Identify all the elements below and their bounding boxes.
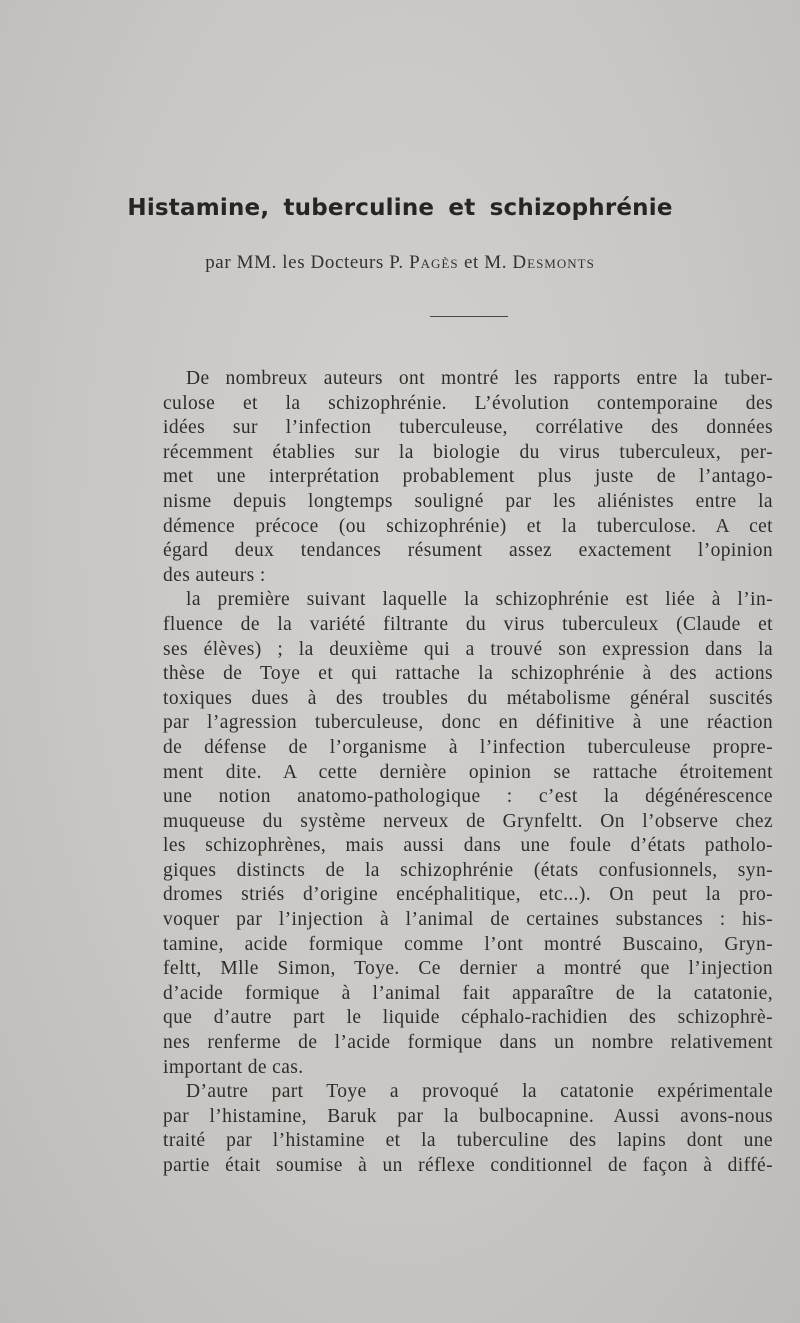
text-line: que d’autre part le liquide céphalo-rachidien des schizophrè- [163, 1007, 773, 1029]
text-line: D’autre part Toye a provoqué la catatonie expérimentale [186, 1081, 773, 1103]
text-line: une notion anatomo-pathologique : c’est la dégénérescence [163, 786, 773, 808]
text-line: tamine, acide formique comme l’ont montré Buscaino, Gryn- [163, 933, 773, 955]
title-divider [430, 316, 508, 317]
byline-mid: et M. [463, 252, 508, 273]
byline-prefix: par MM. les Docteurs P. [205, 252, 404, 273]
article-title: Histamine, tuberculine et schizophrénie [127, 195, 673, 221]
text-line: démence précoce (ou schizophrénie) et la tuberculose. A cet [163, 515, 773, 537]
text-line: toxiques dues à des troubles du métabolisme général suscités [163, 687, 773, 709]
text-line: giques distincts de la schizophrénie (états confusionnels, syn- [163, 859, 773, 881]
author-name-1: Pagès [409, 252, 459, 273]
text-line: feltt, Mlle Simon, Toye. Ce dernier a montré que l’injection [163, 958, 773, 980]
text-line: dromes striés d’origine encéphalitique, etc...). On peut la pro- [163, 884, 773, 906]
text-line: récemment établies sur la biologie du virus tuberculeux, per- [163, 441, 773, 463]
text-line: met une interprétation probablement plus juste de l’antago- [163, 466, 773, 488]
text-line: les schizophrènes, mais aussi dans une foule d’états patholo- [163, 835, 773, 857]
text-line: nisme depuis longtemps souligné par les aliénistes entre la [163, 490, 773, 512]
text-line: culose et la schizophrénie. L’évolution contemporaine des [163, 392, 773, 414]
text-line: nes renferme de l’acide formique dans un nombre relativement [163, 1032, 773, 1054]
text-line: traité par l’histamine et la tuberculine des lapins dont une [163, 1130, 773, 1152]
text-line: des auteurs : [163, 564, 266, 586]
text-line: idées sur l’infection tuberculeuse, corrélative des données [163, 417, 773, 439]
text-line: muqueuse du système nerveux de Grynfeltt. On l’observe chez [163, 810, 773, 832]
article-byline [0, 252, 800, 274]
text-line: de défense de l’organisme à l’infection tuberculeuse propre- [163, 736, 773, 758]
text-line: d’acide formique à l’animal fait apparaître de la catatonie, [163, 982, 773, 1004]
text-line: fluence de la variété filtrante du virus tuberculeux (Claude et [163, 613, 773, 635]
text-line: ment dite. A cette dernière opinion se rattache étroitement [163, 761, 773, 783]
article-body [163, 367, 773, 1179]
text-line: la première suivant laquelle la schizophrénie est liée à l’in- [186, 589, 773, 611]
text-line: voquer par l’injection à l’animal de certaines substances : his- [163, 909, 773, 931]
text-line: partie était soumise à un réflexe conditionnel de façon à diffé- [163, 1155, 773, 1176]
text-line: par l’agression tuberculeuse, donc en définitive à une réaction [163, 712, 773, 734]
text-line: important de cas. [163, 1056, 304, 1078]
text-line: égard deux tendances résument assez exactement l’opinion [163, 540, 773, 562]
text-line: thèse de Toye et qui rattache la schizophrénie à des actions [163, 663, 773, 685]
text-line: par l’histamine, Baruk par la bulbocapnine. Aussi avons-nous [163, 1105, 773, 1127]
text-line: ses élèves) ; la deuxième qui a trouvé son expression dans la [163, 638, 773, 660]
text-line: De nombreux auteurs ont montré les rapports entre la tuber- [186, 368, 773, 389]
author-name-2: Desmonts [512, 252, 595, 273]
